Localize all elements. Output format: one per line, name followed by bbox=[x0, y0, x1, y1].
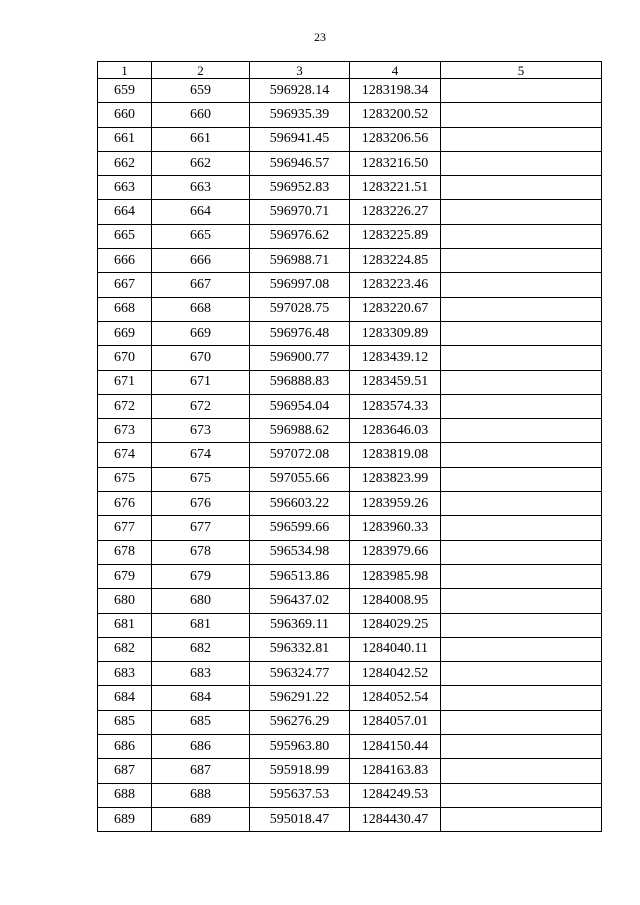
cell-y-coordinate: 1283223.46 bbox=[350, 273, 441, 297]
cell-note bbox=[441, 662, 602, 686]
cell-point-id: 670 bbox=[152, 346, 250, 370]
cell-point-number: 666 bbox=[98, 249, 152, 273]
cell-x-coordinate: 596332.81 bbox=[250, 637, 350, 661]
cell-note bbox=[441, 103, 602, 127]
cell-note bbox=[441, 394, 602, 418]
cell-point-id: 679 bbox=[152, 564, 250, 588]
cell-y-coordinate: 1283206.56 bbox=[350, 127, 441, 151]
cell-note bbox=[441, 807, 602, 831]
cell-x-coordinate: 596603.22 bbox=[250, 492, 350, 516]
cell-x-coordinate: 596941.45 bbox=[250, 127, 350, 151]
cell-point-id: 661 bbox=[152, 127, 250, 151]
cell-note bbox=[441, 564, 602, 588]
cell-point-id: 685 bbox=[152, 710, 250, 734]
cell-point-id: 680 bbox=[152, 589, 250, 613]
table-row bbox=[98, 807, 602, 831]
cell-point-id: 677 bbox=[152, 516, 250, 540]
cell-point-id: 660 bbox=[152, 103, 250, 127]
cell-note bbox=[441, 127, 602, 151]
table-row bbox=[98, 297, 602, 321]
cell-point-id: 674 bbox=[152, 443, 250, 467]
cell-point-number: 680 bbox=[98, 589, 152, 613]
cell-x-coordinate: 596988.71 bbox=[250, 249, 350, 273]
table-body bbox=[98, 79, 602, 832]
cell-x-coordinate: 596888.83 bbox=[250, 370, 350, 394]
cell-point-number: 668 bbox=[98, 297, 152, 321]
cell-point-number: 687 bbox=[98, 759, 152, 783]
cell-x-coordinate: 595963.80 bbox=[250, 735, 350, 759]
table-row bbox=[98, 321, 602, 345]
coordinates-table bbox=[97, 61, 602, 832]
table-row bbox=[98, 759, 602, 783]
table-row bbox=[98, 273, 602, 297]
cell-point-number: 661 bbox=[98, 127, 152, 151]
cell-note bbox=[441, 540, 602, 564]
cell-x-coordinate: 596534.98 bbox=[250, 540, 350, 564]
cell-x-coordinate: 596997.08 bbox=[250, 273, 350, 297]
table-row bbox=[98, 662, 602, 686]
cell-y-coordinate: 1283979.66 bbox=[350, 540, 441, 564]
column-header: 5 bbox=[441, 62, 602, 79]
cell-note bbox=[441, 176, 602, 200]
cell-point-id: 672 bbox=[152, 394, 250, 418]
cell-note bbox=[441, 735, 602, 759]
cell-y-coordinate: 1284430.47 bbox=[350, 807, 441, 831]
cell-point-number: 663 bbox=[98, 176, 152, 200]
cell-x-coordinate: 596291.22 bbox=[250, 686, 350, 710]
cell-y-coordinate: 1284029.25 bbox=[350, 613, 441, 637]
cell-y-coordinate: 1283959.26 bbox=[350, 492, 441, 516]
cell-note bbox=[441, 637, 602, 661]
table-row bbox=[98, 516, 602, 540]
table-row bbox=[98, 735, 602, 759]
cell-point-number: 673 bbox=[98, 419, 152, 443]
cell-y-coordinate: 1283226.27 bbox=[350, 200, 441, 224]
cell-y-coordinate: 1283200.52 bbox=[350, 103, 441, 127]
table-header bbox=[98, 62, 602, 79]
table-row bbox=[98, 492, 602, 516]
cell-point-number: 685 bbox=[98, 710, 152, 734]
table-row bbox=[98, 127, 602, 151]
cell-y-coordinate: 1284163.83 bbox=[350, 759, 441, 783]
table-row bbox=[98, 686, 602, 710]
cell-y-coordinate: 1283309.89 bbox=[350, 321, 441, 345]
cell-note bbox=[441, 467, 602, 491]
cell-point-id: 665 bbox=[152, 224, 250, 248]
cell-note bbox=[441, 273, 602, 297]
cell-point-id: 684 bbox=[152, 686, 250, 710]
cell-point-number: 686 bbox=[98, 735, 152, 759]
cell-point-number: 660 bbox=[98, 103, 152, 127]
cell-point-id: 675 bbox=[152, 467, 250, 491]
cell-y-coordinate: 1284249.53 bbox=[350, 783, 441, 807]
table-row bbox=[98, 224, 602, 248]
cell-point-id: 683 bbox=[152, 662, 250, 686]
cell-y-coordinate: 1283819.08 bbox=[350, 443, 441, 467]
cell-note bbox=[441, 249, 602, 273]
cell-point-number: 674 bbox=[98, 443, 152, 467]
table-row bbox=[98, 419, 602, 443]
cell-point-id: 668 bbox=[152, 297, 250, 321]
table-row bbox=[98, 176, 602, 200]
cell-point-number: 684 bbox=[98, 686, 152, 710]
cell-note bbox=[441, 613, 602, 637]
cell-note bbox=[441, 151, 602, 175]
cell-y-coordinate: 1284052.54 bbox=[350, 686, 441, 710]
page-number: 23 bbox=[314, 30, 326, 44]
cell-y-coordinate: 1283960.33 bbox=[350, 516, 441, 540]
cell-note bbox=[441, 783, 602, 807]
cell-y-coordinate: 1284040.11 bbox=[350, 637, 441, 661]
cell-x-coordinate: 597072.08 bbox=[250, 443, 350, 467]
cell-point-id: 666 bbox=[152, 249, 250, 273]
cell-note bbox=[441, 321, 602, 345]
cell-y-coordinate: 1284042.52 bbox=[350, 662, 441, 686]
cell-note bbox=[441, 224, 602, 248]
cell-x-coordinate: 596946.57 bbox=[250, 151, 350, 175]
table-row bbox=[98, 710, 602, 734]
header-row bbox=[98, 62, 602, 79]
cell-point-id: 664 bbox=[152, 200, 250, 224]
cell-point-id: 671 bbox=[152, 370, 250, 394]
cell-y-coordinate: 1283216.50 bbox=[350, 151, 441, 175]
cell-point-number: 689 bbox=[98, 807, 152, 831]
cell-x-coordinate: 597055.66 bbox=[250, 467, 350, 491]
cell-point-number: 664 bbox=[98, 200, 152, 224]
cell-y-coordinate: 1283646.03 bbox=[350, 419, 441, 443]
column-header: 4 bbox=[350, 62, 441, 79]
cell-point-id: 686 bbox=[152, 735, 250, 759]
cell-note bbox=[441, 346, 602, 370]
cell-x-coordinate: 597028.75 bbox=[250, 297, 350, 321]
cell-point-number: 679 bbox=[98, 564, 152, 588]
cell-x-coordinate: 596976.48 bbox=[250, 321, 350, 345]
cell-point-number: 669 bbox=[98, 321, 152, 345]
cell-note bbox=[441, 370, 602, 394]
cell-note bbox=[441, 443, 602, 467]
cell-note bbox=[441, 297, 602, 321]
cell-note bbox=[441, 710, 602, 734]
cell-note bbox=[441, 492, 602, 516]
cell-point-number: 678 bbox=[98, 540, 152, 564]
table-row bbox=[98, 613, 602, 637]
cell-point-number: 677 bbox=[98, 516, 152, 540]
cell-point-number: 682 bbox=[98, 637, 152, 661]
cell-y-coordinate: 1283221.51 bbox=[350, 176, 441, 200]
cell-point-number: 681 bbox=[98, 613, 152, 637]
cell-y-coordinate: 1283574.33 bbox=[350, 394, 441, 418]
column-header: 2 bbox=[152, 62, 250, 79]
column-header: 1 bbox=[98, 62, 152, 79]
cell-y-coordinate: 1283220.67 bbox=[350, 297, 441, 321]
table-row bbox=[98, 346, 602, 370]
cell-point-id: 689 bbox=[152, 807, 250, 831]
cell-point-number: 688 bbox=[98, 783, 152, 807]
cell-y-coordinate: 1283198.34 bbox=[350, 79, 441, 103]
cell-point-number: 670 bbox=[98, 346, 152, 370]
cell-x-coordinate: 596437.02 bbox=[250, 589, 350, 613]
cell-point-id: 663 bbox=[152, 176, 250, 200]
table-row bbox=[98, 370, 602, 394]
cell-point-id: 688 bbox=[152, 783, 250, 807]
cell-y-coordinate: 1284008.95 bbox=[350, 589, 441, 613]
cell-point-id: 681 bbox=[152, 613, 250, 637]
cell-x-coordinate: 596976.62 bbox=[250, 224, 350, 248]
cell-note bbox=[441, 686, 602, 710]
cell-x-coordinate: 596369.11 bbox=[250, 613, 350, 637]
cell-note bbox=[441, 589, 602, 613]
cell-x-coordinate: 595918.99 bbox=[250, 759, 350, 783]
cell-y-coordinate: 1283459.51 bbox=[350, 370, 441, 394]
table-row bbox=[98, 564, 602, 588]
cell-point-id: 669 bbox=[152, 321, 250, 345]
cell-point-id: 676 bbox=[152, 492, 250, 516]
cell-point-id: 659 bbox=[152, 79, 250, 103]
cell-note bbox=[441, 759, 602, 783]
cell-point-id: 687 bbox=[152, 759, 250, 783]
table-row bbox=[98, 151, 602, 175]
cell-point-number: 662 bbox=[98, 151, 152, 175]
table-row bbox=[98, 467, 602, 491]
cell-y-coordinate: 1284150.44 bbox=[350, 735, 441, 759]
cell-x-coordinate: 596935.39 bbox=[250, 103, 350, 127]
table-row bbox=[98, 394, 602, 418]
cell-x-coordinate: 596988.62 bbox=[250, 419, 350, 443]
cell-x-coordinate: 596324.77 bbox=[250, 662, 350, 686]
cell-x-coordinate: 596970.71 bbox=[250, 200, 350, 224]
cell-point-number: 665 bbox=[98, 224, 152, 248]
cell-point-id: 682 bbox=[152, 637, 250, 661]
cell-x-coordinate: 596276.29 bbox=[250, 710, 350, 734]
cell-point-number: 659 bbox=[98, 79, 152, 103]
table-row bbox=[98, 79, 602, 103]
cell-y-coordinate: 1284057.01 bbox=[350, 710, 441, 734]
table-row bbox=[98, 249, 602, 273]
cell-point-number: 676 bbox=[98, 492, 152, 516]
cell-x-coordinate: 596900.77 bbox=[250, 346, 350, 370]
table-row bbox=[98, 540, 602, 564]
cell-y-coordinate: 1283439.12 bbox=[350, 346, 441, 370]
cell-note bbox=[441, 79, 602, 103]
cell-x-coordinate: 596954.04 bbox=[250, 394, 350, 418]
cell-note bbox=[441, 419, 602, 443]
cell-x-coordinate: 596928.14 bbox=[250, 79, 350, 103]
cell-point-number: 672 bbox=[98, 394, 152, 418]
column-header: 3 bbox=[250, 62, 350, 79]
cell-y-coordinate: 1283225.89 bbox=[350, 224, 441, 248]
cell-point-id: 673 bbox=[152, 419, 250, 443]
cell-note bbox=[441, 516, 602, 540]
table-row bbox=[98, 589, 602, 613]
cell-note bbox=[441, 200, 602, 224]
cell-point-number: 675 bbox=[98, 467, 152, 491]
table-row bbox=[98, 637, 602, 661]
cell-x-coordinate: 596952.83 bbox=[250, 176, 350, 200]
cell-point-id: 678 bbox=[152, 540, 250, 564]
cell-x-coordinate: 596513.86 bbox=[250, 564, 350, 588]
cell-y-coordinate: 1283823.99 bbox=[350, 467, 441, 491]
cell-point-number: 671 bbox=[98, 370, 152, 394]
cell-y-coordinate: 1283224.85 bbox=[350, 249, 441, 273]
cell-point-number: 667 bbox=[98, 273, 152, 297]
cell-x-coordinate: 596599.66 bbox=[250, 516, 350, 540]
table-row bbox=[98, 443, 602, 467]
table-row bbox=[98, 783, 602, 807]
table-row bbox=[98, 103, 602, 127]
cell-point-id: 667 bbox=[152, 273, 250, 297]
cell-point-id: 662 bbox=[152, 151, 250, 175]
table-row bbox=[98, 200, 602, 224]
cell-x-coordinate: 595637.53 bbox=[250, 783, 350, 807]
cell-x-coordinate: 595018.47 bbox=[250, 807, 350, 831]
cell-y-coordinate: 1283985.98 bbox=[350, 564, 441, 588]
cell-point-number: 683 bbox=[98, 662, 152, 686]
